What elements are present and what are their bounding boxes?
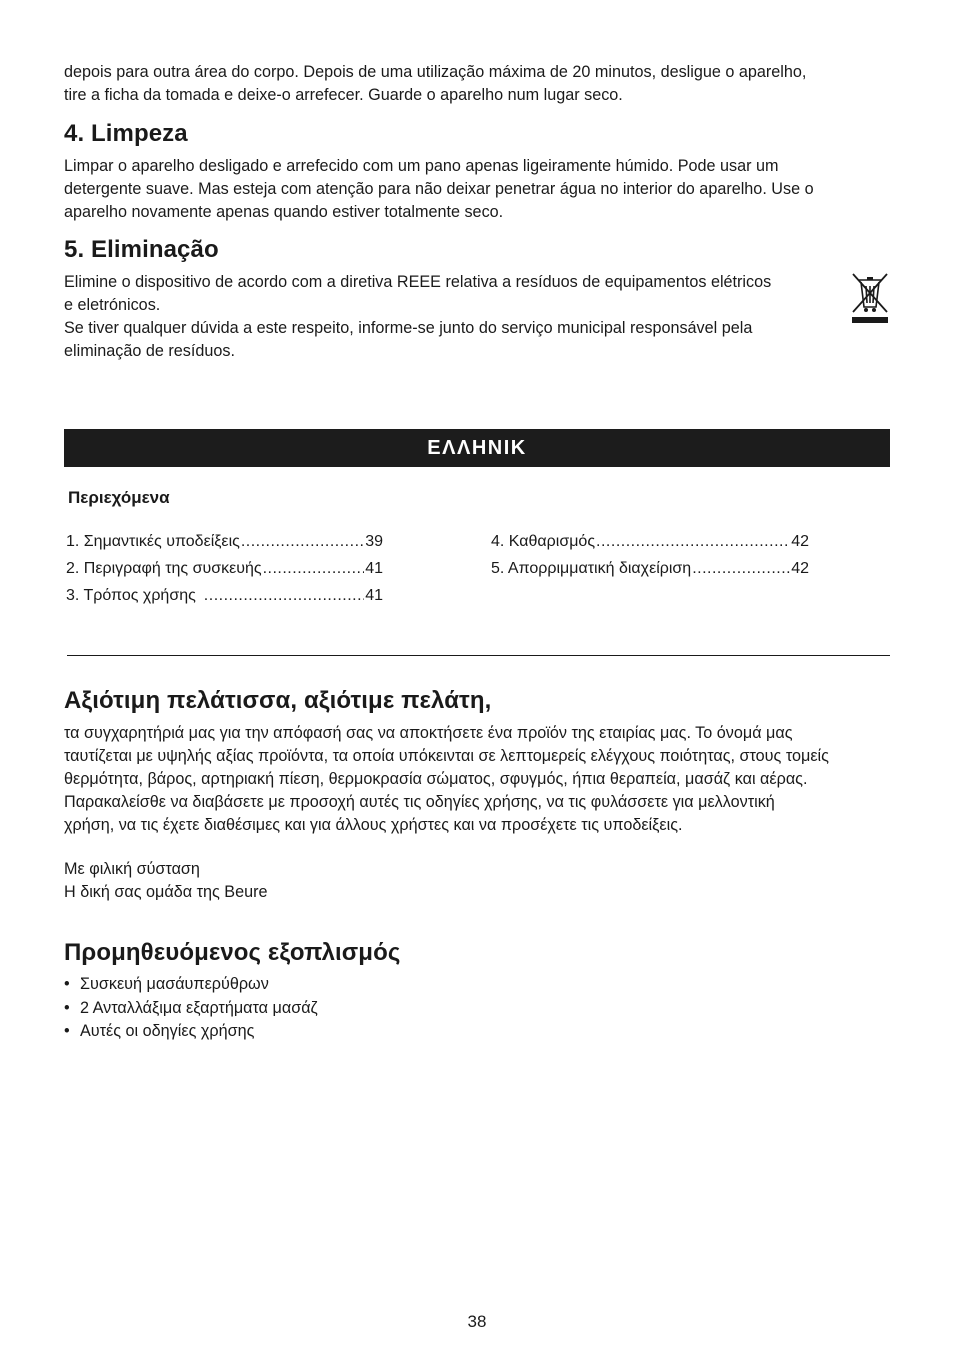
contents-entry-page: 41 bbox=[365, 587, 383, 604]
limpeza-line: detergente suave. Mas esteja com atenção para não deixar penetrar água no interior do aparelho. Use o bbox=[64, 180, 814, 198]
intro-paragraph bbox=[64, 61, 806, 107]
greeting-line: θερμότητα, βάρος, αρτηριακή πίεση, θερμοκρασία σώματος, σφυγμός, ήπια θεραπεία, μασάζ και αέρας. bbox=[64, 770, 808, 788]
eliminacao-line: e eletrónicos. bbox=[64, 296, 161, 314]
bullet-icon: • bbox=[64, 1022, 70, 1040]
contents-right-column bbox=[491, 528, 809, 582]
language-banner-label: ΕΛΛΗΝΙΚ bbox=[427, 436, 527, 459]
limpeza-paragraph bbox=[64, 155, 814, 224]
contents-leader-dots bbox=[692, 555, 790, 582]
weee-crossed-bin-icon bbox=[850, 271, 890, 325]
contents-entry-label: 3. Τρόπος χρήσης bbox=[66, 587, 196, 604]
limpeza-line: aparelho novamente apenas quando estiver totalmente seco. bbox=[64, 203, 504, 221]
intro-line: depois para outra área do corpo. Depois de uma utilização máxima de 20 minutos, desligue o aparelho, bbox=[64, 63, 807, 81]
list-item bbox=[64, 997, 318, 1021]
contents-entry bbox=[491, 528, 809, 555]
contents-entry bbox=[66, 582, 383, 609]
bullet-icon: • bbox=[64, 998, 70, 1017]
contents-entry-label: 4. Καθαρισμός bbox=[491, 533, 596, 550]
contents-entry bbox=[491, 555, 809, 582]
list-item-label: 2 Ανταλλάξιμα εξαρτήματα μασάζ bbox=[80, 998, 318, 1017]
contents-leader-dots bbox=[204, 582, 364, 609]
greeting-line: τα συγχαρητήριά μας για την απόφασή σας να αποκτήσετε ένα προϊόν της εταιρίας μας. Το όνομά μας bbox=[64, 724, 793, 742]
list-item-label: Συσκευή μασάυπερύθρων bbox=[80, 975, 269, 993]
eliminacao-paragraph bbox=[64, 271, 771, 363]
intro-line: tire a ficha da tomada e deixe-o arrefecer. Guarde o aparelho num lugar seco. bbox=[64, 86, 623, 104]
greeting-title: Αξιότιμη πελάτισσα, αξιότιμε πελάτη, bbox=[64, 687, 492, 714]
equipment-list bbox=[64, 973, 318, 1044]
section-title-eliminacao: 5. Eliminação bbox=[64, 236, 219, 263]
eliminacao-line: eliminação de resíduos. bbox=[64, 342, 235, 360]
contents-entry bbox=[66, 555, 383, 582]
section-title-limpeza: 4. Limpeza bbox=[64, 120, 188, 147]
limpeza-line: Limpar o aparelho desligado e arrefecido com um pano apenas ligeiramente húmido. Pode usar um bbox=[64, 157, 779, 175]
list-item-label: Αυτές οι οδηγίες χρήσης bbox=[80, 1022, 255, 1040]
contents-entry-label: 1. Σημαντικές υποδείξεις bbox=[66, 533, 240, 550]
greeting-line: ταυτίζεται με υψηλής αξίας προϊόντα, τα οποία υπόκεινται σε λεπτομερείς ελέγχους ποιότητας, στους τομείς bbox=[64, 747, 829, 765]
section-divider bbox=[67, 655, 890, 656]
closing-line: Η δική σας ομάδα της Beure bbox=[64, 883, 268, 901]
page-number: 38 bbox=[467, 1312, 487, 1331]
contents-entry-page: 42 bbox=[791, 533, 809, 550]
contents-heading: Περιεχόμενα bbox=[68, 488, 170, 507]
greeting-line: χρήση, να τις έχετε διαθέσιμες και για άλλους χρήστες και να προσέχετε τις υποδείξεις. bbox=[64, 816, 683, 834]
contents-left-column bbox=[66, 528, 383, 609]
contents-entry-page: 42 bbox=[791, 560, 809, 577]
language-banner bbox=[64, 429, 890, 467]
bullet-icon: • bbox=[64, 975, 70, 993]
contents-leader-dots bbox=[596, 528, 790, 555]
greeting-closing bbox=[64, 858, 267, 904]
contents-entry-page: 41 bbox=[365, 560, 383, 577]
eliminacao-line: Elimine o dispositivo de acordo com a diretiva REEE relativa a resíduos de equipamentos elétricos bbox=[64, 273, 772, 291]
closing-line: Με φιλική σύσταση bbox=[64, 860, 200, 878]
contents-entry-label: 5. Απορριμματική διαχείριση bbox=[491, 560, 692, 577]
contents-entry-label: 2. Περιγραφή της συσκευής bbox=[66, 560, 262, 577]
list-item bbox=[64, 973, 318, 997]
contents-leader-dots bbox=[263, 555, 365, 582]
greeting-line: Παρακαλείσθε να διαβάσετε με προσοχή αυτές τις οδηγίες χρήσης, να τις φυλάσσετε για μελλοντική bbox=[64, 793, 775, 811]
list-item bbox=[64, 1020, 318, 1044]
contents-entry-page: 39 bbox=[365, 533, 383, 550]
equipment-title: Προμηθευόμενος εξοπλισμός bbox=[64, 939, 401, 966]
contents-leader-dots bbox=[241, 528, 364, 555]
greeting-paragraph bbox=[64, 722, 829, 837]
contents-entry bbox=[66, 528, 383, 555]
eliminacao-line: Se tiver qualquer dúvida a este respeito, informe-se junto do serviço municipal responsável pela bbox=[64, 319, 753, 337]
